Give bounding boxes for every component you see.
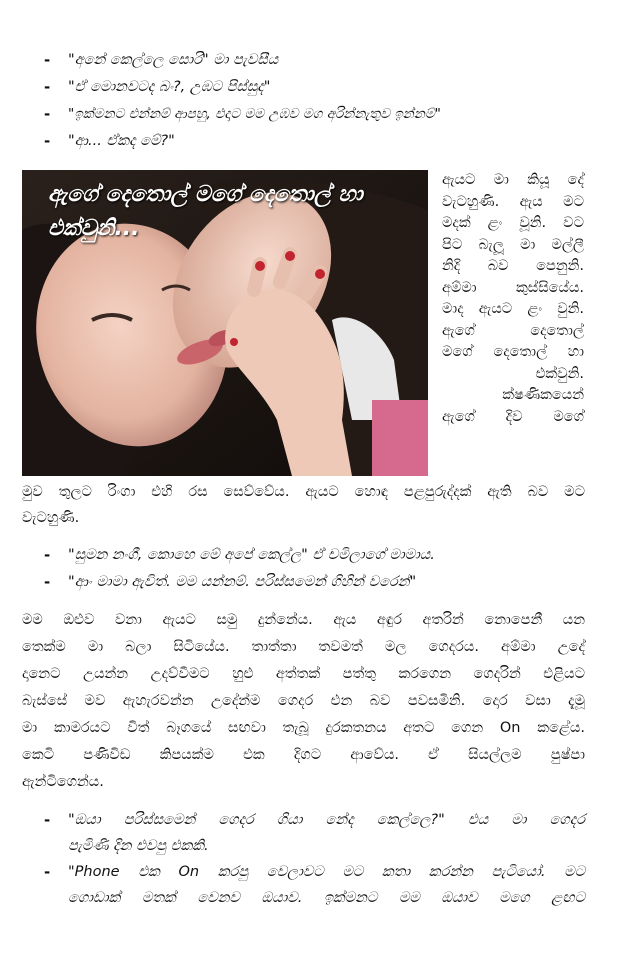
dialogue-line: "ආං මාමා ඇවිත්. මම යන්නම්. පරිස්සමෙන් ගිහින් වරෙන්" — [68, 574, 417, 590]
dialogue-line: "ඒ මොනවටද බං?, උඹට පිස්සුද" — [68, 79, 271, 95]
dialogue-line: ගොඩාක් මතක් වෙනව ඔයාව. ඉක්මනට මම ඔයාව මගෙ ළඟට — [68, 890, 585, 906]
side-line: මාද ඇයට ළං වුනි. — [442, 301, 584, 317]
paragraph-line: බැස්සේ මව ඇහැරවන්න උදේන්ම ගෙදර එන බව පවසමිනි. දොර වසා දැමූ — [22, 693, 585, 709]
paragraph-line: මුව තුලට රිංගා එහි රස සෙව්වේය. ඇයට හොඳ පළපුරුද්දක් ඇති බව මට — [22, 484, 585, 500]
side-line: එක්වුනි. — [535, 365, 584, 382]
story-photo — [22, 170, 428, 476]
side-line: මගේ දෙතොල් හා — [442, 344, 584, 360]
dialogue-line: පැමිණි දින එවපු එකකි. — [68, 838, 209, 854]
paragraph-line: කෙටි පණිවිඩ කිපයක්ම එක දිගට ආවේය. ඒ සියල්ලම පුෂ්පා — [22, 747, 585, 763]
side-line: වැටහුණි. ඇය මට — [442, 193, 584, 210]
paragraph-line: ඇන්ටිගෙන්ය. — [22, 774, 104, 790]
list-dash: - — [44, 573, 51, 591]
list-dash: - — [44, 863, 51, 881]
list-dash: - — [44, 811, 51, 829]
side-line: ඇයට මා කියූ දේ — [442, 172, 584, 188]
side-line: අම්මා කුස්සියේය. — [442, 279, 584, 296]
side-line: මදක් ළං වූනි. වට — [442, 215, 584, 231]
dialogue-line: "Phone එක On කරපු වෙලාවට මට කතා කරන්න පැටියෝ. මට — [68, 864, 585, 880]
list-dash: - — [44, 132, 51, 150]
side-line: පිට බැලූ මා මල්ලී — [442, 236, 584, 253]
dialogue-line: "ආ... ඒකද මේ?" — [68, 133, 175, 149]
paragraph-line: වැටහුණි. — [22, 510, 80, 526]
paragraph-line: මම ඔළුව වනා ඇයට සමු දුන්නේය. ඇය අඳුර අතරින් නොපෙනී යන — [22, 612, 585, 628]
dialogue-line: "අනේ කෙල්ලෙ සොරි" මා පැවසීය — [68, 52, 279, 68]
side-line: ඇගේ දෙතොල් — [442, 322, 584, 339]
list-dash: - — [44, 78, 51, 96]
dialogue-line: "සුමන නංගී, කොහෙ මේ අපේ කෙල්ල" ඒ චමිලාගේ මාමාය. — [68, 547, 435, 563]
paragraph-line: මා කාමරයට විත් බෑගයේ සඟවා තැබූ දුරකතනය අතට ගෙන On කළේය. — [22, 720, 585, 736]
side-line: ක්ෂණිකයෙන් — [502, 387, 584, 403]
dialogue-line: "ඔයා පරිස්සමෙන් ගෙදර ගියා නේද කෙල්ලෙ?" එය මා ගෙදර — [68, 812, 585, 828]
paragraph-line: දානෙට උයන්න උදව්වීමට හුළු අත්තක් පත්තු කරගෙන ගෙදරින් එළියට — [22, 666, 585, 682]
dialogue-line: "ඉක්මනට එන්නම් ආපහු, එදාට මම උඹව මග අරින්නැතුව ඉන්නම්" — [68, 106, 441, 122]
side-line: නිදි බව පෙනුනි. — [442, 258, 584, 274]
photo-caption: ඇගේ දෙතොල් මගේ දෙතොල් හා එක්වුනි... — [48, 182, 363, 241]
list-dash: - — [44, 51, 51, 69]
list-dash: - — [44, 105, 51, 123]
list-dash: - — [44, 546, 51, 564]
paragraph-line: තෙක්ම මා බලා සිටියේය. තාත්තා තවමත් මල ගෙදරය. අම්මා උදේ — [22, 639, 585, 655]
side-column — [442, 170, 584, 428]
side-line: ඇගේ දිව මගේ — [442, 408, 584, 425]
